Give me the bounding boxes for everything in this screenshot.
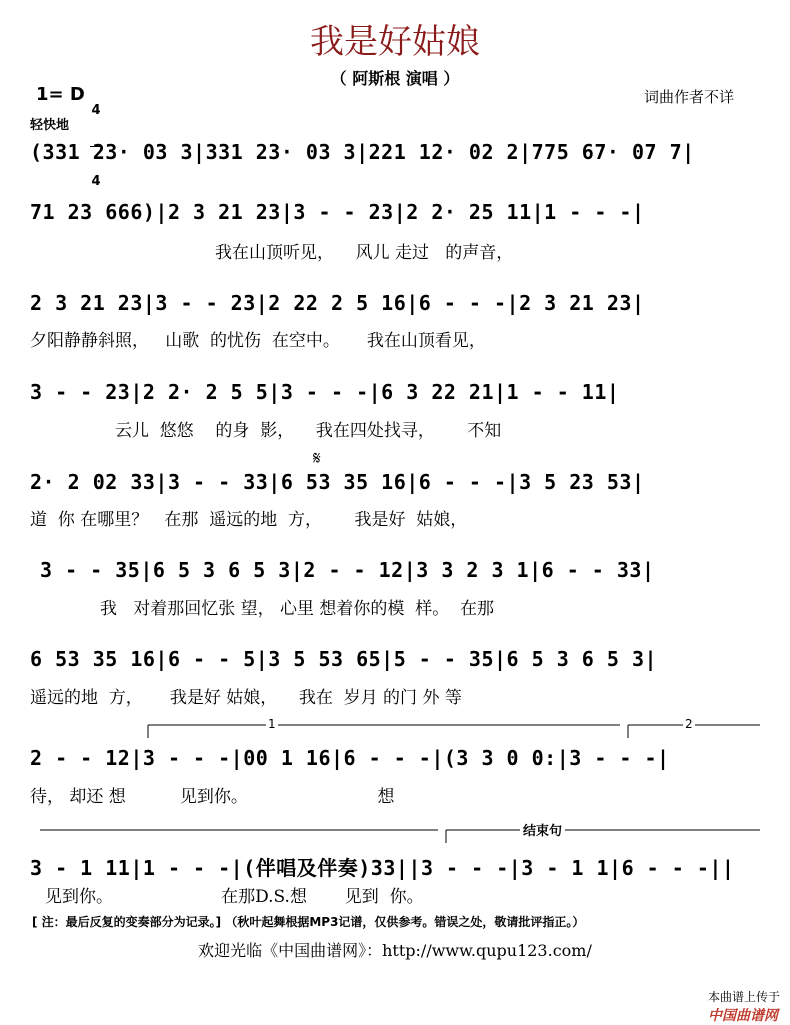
lyric-row-5: 道 你 在哪里？ 在那 遥远的地 方， 我是好 姑娘， xyxy=(30,510,468,530)
music-row-2: 71 23 666)|2 3 21 23|3 - - 23|2 2· 25 11|1 - - -| xyxy=(30,200,645,224)
music-row-9: 3 - 1 11|1 - - -|(伴唱及伴奏)33||3 - - -|3 - 1 1|6 - - -|| xyxy=(30,856,735,880)
tempo-marking: 轻快地 xyxy=(30,118,70,133)
site-brand-logo: 中国曲谱网 xyxy=(707,1008,778,1024)
lyric-row-4: 云儿 悠悠 的身 影， 我在四处找寻， 不知 xyxy=(115,421,502,441)
song-title: 我是好姑娘 xyxy=(310,22,480,62)
lyric-row-8: 待， 却还 想 见到你。 想 xyxy=(30,787,395,807)
lyric-row-3: 夕阳静静斜照， 山歌 的忧伤 在空中。 我在山顶看见， xyxy=(30,331,486,351)
ending-label: 结束句 xyxy=(520,820,565,839)
welcome-text: 欢迎光临《中国曲谱网》：http://www.qupu123.com/ xyxy=(198,941,592,960)
segno-sign: 𝄋 xyxy=(313,448,321,469)
music-row-1: (331 23· 03 3|331 23· 03 3|221 12· 02 2|775 67· 07 7| xyxy=(30,140,695,164)
music-row-7: 6 53 35 16|6 - - 5|3 5 53 65|5 - - 35|6 5 3 6 5 3| xyxy=(30,647,658,671)
time-signature-top: 4 xyxy=(91,103,101,118)
music-row-6: 3 - - 35|6 5 3 6 5 3|2 - - 12|3 3 2 3 1|6 - - 33| xyxy=(40,558,655,582)
lyric-row-2: 我在山顶听见， 风儿 走过 的声音， xyxy=(215,243,514,263)
music-row-5: 2· 2 02 33|3 - - 33|6 53 35 16|6 - - -|3 5 23 53| xyxy=(30,470,645,494)
footnote: [ 注：最后反复的变奏部分为记录。] （秋叶起舞根据MP3记谱，仅供参考。错误之处，敬请批评指正。） xyxy=(32,915,585,929)
uploader-prefix: 本曲谱上传于 xyxy=(707,990,780,1004)
music-row-3: 2 3 21 23|3 - - 23|2 22 2 5 16|6 - - -|2 3 21 23| xyxy=(30,291,645,315)
music-row-4: 3 - - 23|2 2· 2 5 5|3 - - -|6 3 22 21|1 - - 11| xyxy=(30,380,620,404)
volta-1-label: 1 xyxy=(268,717,276,731)
key-signature: 1= D xyxy=(36,84,85,105)
lyric-row-6: 我 对着那回忆张 望， 心里 想着你的模 样。 在那 xyxy=(100,599,495,619)
volta-2-label: 2 xyxy=(685,717,693,731)
performer-credit: （ 阿斯根 演唱 ） xyxy=(330,69,460,88)
lyric-row-7: 遥远的地 方， 我是好 姑娘， 我在 岁月 的门 外 等 xyxy=(30,688,462,708)
time-signature-bottom: 4 xyxy=(91,174,101,189)
music-row-8: 2 - - 12|3 - - -|00 1 16|6 - - -|(3 3 0 0:|3 - - -| xyxy=(30,746,670,770)
lyric-row-9: 见到你。 在那D.S.想 见到 你。 xyxy=(45,887,424,907)
composer-credit: 词曲作者不详 xyxy=(643,88,734,106)
